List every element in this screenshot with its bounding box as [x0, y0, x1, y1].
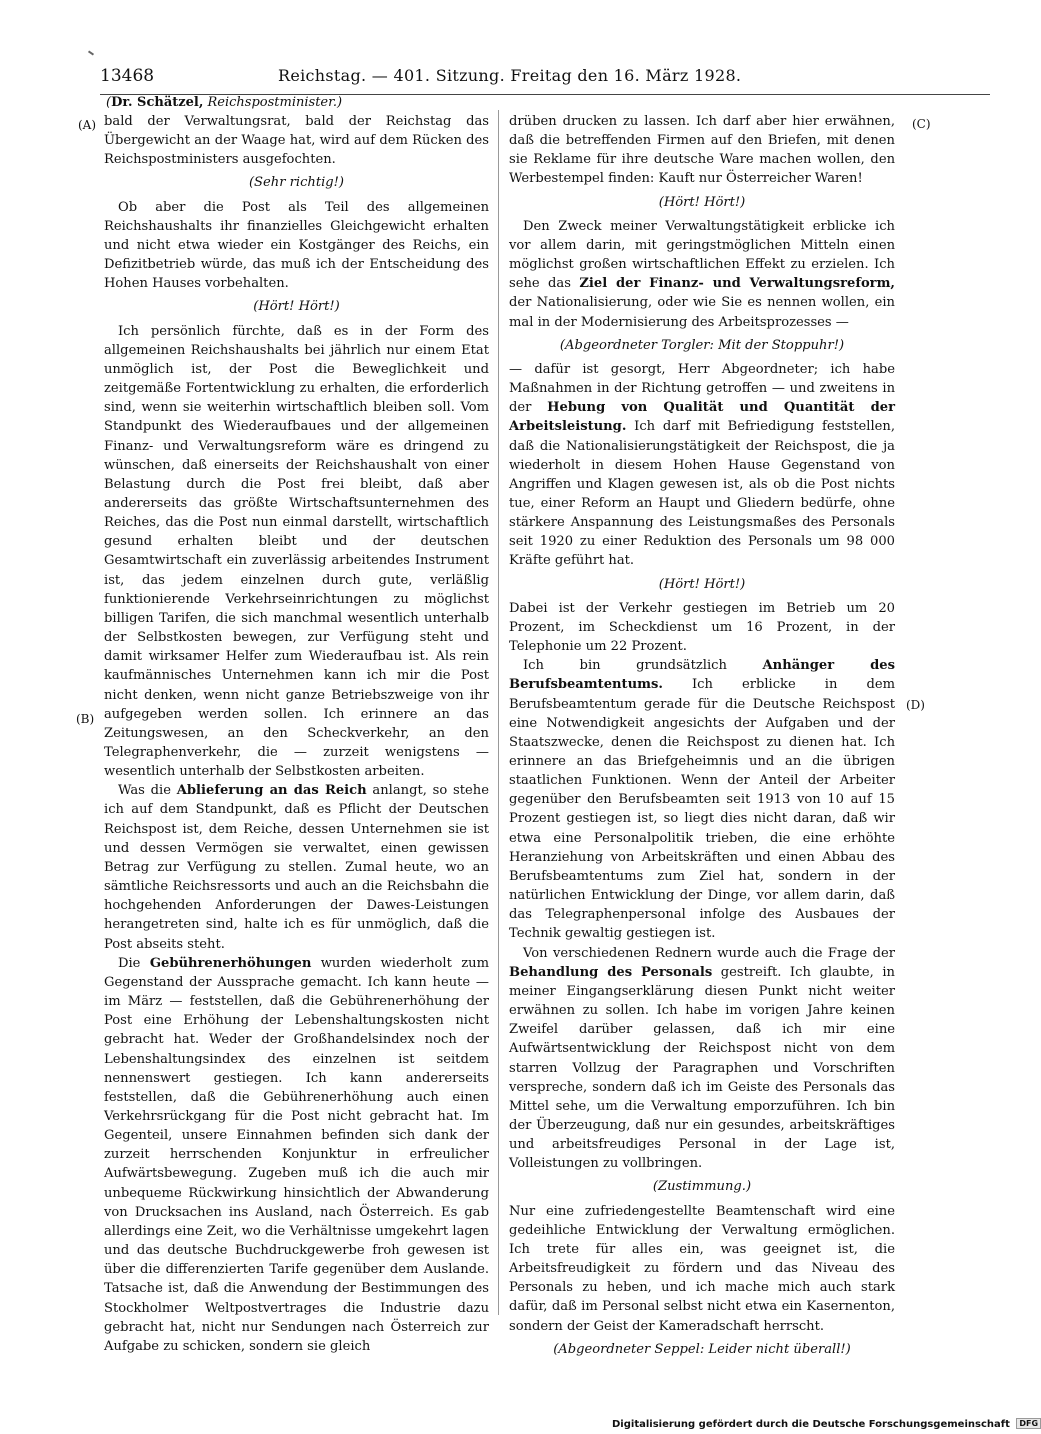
speaker-role: Reichspostminister.	[207, 95, 338, 110]
paragraph	[509, 217, 895, 332]
paragraph-lead: Ich bin grundsätzlich	[523, 658, 763, 674]
paragraph	[509, 656, 895, 943]
interjection: (Hört! Hört!)	[253, 299, 340, 315]
paragraph-lead: Den Zweck meiner Verwaltungstätigkeit erblicke ich vor allem darin, mit geringstmöglichen Mitteln einen möglichst großen wirtschaftlichen Effekt zu erzielen. Ich sehe das	[509, 218, 895, 292]
speaker-name: Dr. Schätzel,	[111, 95, 204, 110]
dfg-logo: DFG	[1016, 1418, 1041, 1429]
paragraph-text: Ich persönlich fürchte, daß es in der Form des allgemeinen Reichshaushalts bei jährlich nur einem Etat unmöglich ist, der Post die Beweglichkeit und zeitgemäße Fortentwicklung zu erhalten, die erforderlich sind, wenn sie weiterhin wirtschaftlich bleiben soll. Vom Standpunkt des Wiederaufbaues und der allgemeinen Finanz- und Verwaltungsreform wäre es dringend zu wünschen, daß einerseits der Reichshaushalt von einer Belastung durch die Post frei bleibt, daß aber andererseits das größte Wirtschaftsunternehmen des Reiches, das die Post nun einmal darstellt, wirtschaftlich gesund erhalten bleibt und der deutschen Gesamtwirtschaft ein zuverlässig arbeitendes Instrument ist, das jedem einzelnen durch gute, verläßlig funktionierende Verkehrseinrichtungen zu möglichst billigen Tarifen, die sich manchmal wesentlich unterhalb der Selbstkosten bewegen, zur Verfügung steht und damit wirksamer Helfer zum Wiederaufbau ist. Als rein kaufmännisches Unternehmen kann ich mir die Post nicht denken, wenn nicht ganze Betriebszweige von ihr aufgegeben werden sollen. Ich erinnere an das Zeitungswesen, an den Scheckverkehr, an den Telegraphenverkehr, die — zurzeit wenigstens — wesentlich unterhalb der Selbstkosten arbeiten.	[104, 323, 489, 780]
paragraph	[509, 112, 895, 189]
running-title: Reichstag. — 401. Sitzung. Freitag den 16. März 1928.	[278, 66, 742, 85]
emphasis: Ablieferung an das Reich	[176, 783, 367, 799]
paragraph	[104, 112, 489, 169]
scan-speck	[88, 50, 94, 55]
paragraph-lead: Die	[118, 955, 150, 971]
margin-mark-d: (D)	[906, 698, 925, 712]
paragraph-text: Ob aber die Post als Teil des allgemeinen Reichshaushalts ihr finanzielles Gleichgewicht erhalten und nicht etwa wieder ein Kostgänger des Reichs, ein Defizitbetrieb würde, das muß ich der Entscheidung des Hohen Hauses vorbehalten.	[104, 199, 489, 292]
paragraph-text: gestreift. Ich glaubte, in meiner Eingangserklärung diesen Punkt nicht weiter erwähnen zu sollen. Ich habe im vorigen Jahre keinen Zweifel darüber gelassen, daß ich mir eine Aufwärtsentwicklung der Reichspost nicht von dem starren Vollzug der Paragraphen und Vorschriften verspreche, sondern daß ich im Geiste des Personals das Mittel sehe, um die Verwaltung emporzuführen. Ich bin der Überzeugung, daß nur ein gesundes, arbeitskräftiges und arbeitsfreudiges Personal in der Lage ist, Volleistungen zu vollbringen.	[509, 964, 895, 1172]
paragraph-lead: — dafür ist gesorgt, Herr Abgeordneter; ich habe Maßnahmen in der Richtung getroffen — und zweitens in der	[509, 361, 895, 416]
speaker-line: (Dr. Schätzel, Reichspostminister.)	[106, 95, 343, 110]
paragraph	[509, 360, 895, 571]
emphasis: Gebührenerhöhungen	[149, 955, 312, 971]
left-column	[104, 112, 489, 1356]
paragraph-text: anlangt, so stehe ich auf dem Standpunkt, daß es Pflicht der Deutschen Reichspost ist, dem Reiche, dessen Unternehmen sie ist und dessen Vermögen sie verwaltet, einen gewissen Betrag zur Verfügung zu stellen. Zumal heute, wo an sämtliche Reichsressorts und auch an die Reichsbahn die hochgehenden Anforderungen der Dawes-Leistungen herangetreten sind, halte ich es für unmöglich, daß die Post abseits steht.	[104, 783, 489, 952]
footer-credit	[612, 1418, 1039, 1430]
margin-mark-b: (B)	[76, 712, 95, 726]
paragraph-text: der Nationalisierung, oder wie Sie es nennen wollen, ein mal in der Modernisierung des Arbeitsprozesses —	[509, 295, 895, 330]
right-column	[509, 112, 895, 1364]
emphasis: Ziel der Finanz- und Verwaltungsreform,	[579, 276, 895, 292]
paragraph-text: Nur eine zufriedengestellte Beamtenschaft wird eine gedeihliche Entwicklung der Verwaltung ermöglichen. Ich trete für alles ein, was geeignet ist, die Arbeitsfreudigkeit zu fördern und das Niveau des Personals zu heben, und ich mache mich auch stark dafür, daß im Personal selbst nicht etwa ein Kasernenton, sondern der Geist der Kameradschaft herrscht.	[509, 1203, 895, 1334]
paragraph-text: Ich darf mit Befriedigung feststellen, daß die Nationalisierungstätigkeit der Reichspost, die ja wiederholt in diesem Hohen Hause Gegenstand von Angriffen und Klagen gewesen ist, als ob die Post nichts tue, einer Reform an Haupt und Gliedern bedürfe, ohne stärkere Anspannung des Leistungsmaßes des Personals seit 1920 zu einer Reduktion des Personals um 98 000 Kräfte geführt hat.	[509, 419, 895, 569]
paragraph	[509, 1202, 895, 1336]
column-separator	[498, 110, 499, 1315]
footer-text: Digitalisierung gefördert durch die Deutsche Forschungsgemeinschaft	[612, 1419, 1010, 1430]
page-header	[100, 66, 900, 92]
interjection: (Sehr richtig!)	[248, 175, 345, 191]
paragraph-text: wurden wiederholt zum Gegenstand der Aussprache gemacht. Ich kann heute — im März — feststellen, daß die Gebührenerhöhung der Post eine Erhöhung der Lebenshaltungskosten nicht gebracht hat. Weder der Großhandelsindex noch der Lebenshaltungsindex des einzelnen ist seitdem nennenswert gestiegen. Ich kann andererseits feststellen, daß die Gebührenerhöhung auch einen Verkehrsrückgang für die Post nicht gebracht hat. Im Gegenteil, unsere Einnahmen befinden sich dank der zurzeit herrschenden Konjunktur in erfreulicher Aufwärtsbewegung. Zugeben muß ich die auch mir unbequeme Rückwirkung hinsichtlich der Abwanderung von Drucksachen ins Ausland, nach Österreich. Es gab allerdings eine Zeit, wo die Verhältnisse umgekehrt lagen und das deutsche Buchdruckgewerbe froh gewesen ist über die differenzierten Tarife gegenüber dem Auslande. Tatsache ist, daß die Anwendung der Bestimmungen des Stockholmer Weltpostvertrages die Industrie dazu gebracht hat, nicht nur Sendungen nach Österreich zur Aufgabe zu schicken, sondern sie gleich	[104, 955, 489, 1354]
emphasis: Behandlung des Personals	[509, 964, 713, 980]
paragraph	[509, 599, 895, 656]
interjection: (Zustimmung.)	[652, 1179, 752, 1195]
emphasis: Anhänger des Berufsbeamtentums.	[509, 658, 895, 693]
paragraph	[104, 198, 489, 294]
paragraph-text: bald der Verwaltungsrat, bald der Reichstag das Übergewicht an der Waage hat, wird auf dem Rücken des Reichspostministers ausgefochten.	[104, 114, 489, 168]
paragraph	[104, 954, 489, 1356]
interjection: (Hört! Hört!)	[658, 576, 746, 592]
paragraph	[104, 322, 489, 782]
paragraph-lead: Von verschiedenen Rednern wurde auch die Frage der	[523, 945, 895, 961]
interjection: (Abgeordneter Seppel: Leider nicht überall!)	[553, 1341, 851, 1357]
paragraph-text: drüben drucken zu lassen. Ich darf aber hier erwähnen, daß die betreffenden Firmen auf den Briefen, mit denen sie Reklame für ihre deutsche Ware machen wollen, den Werbestempel finden: Kauft nur Österreicher Waren!	[509, 114, 895, 187]
paragraph-text: Dabei ist der Verkehr gestiegen im Betrieb um 20 Prozent, im Scheckdienst um 16 Prozent, in der Telephonie um 22 Prozent.	[509, 600, 895, 655]
paragraph	[509, 944, 895, 1174]
page-number: 13468	[100, 66, 155, 86]
margin-mark-a: (A)	[78, 118, 97, 132]
interjection: (Hört! Hört!)	[658, 194, 746, 210]
paragraph	[104, 781, 489, 953]
margin-mark-c: (C)	[912, 117, 931, 131]
interjection: (Abgeordneter Torgler: Mit der Stoppuhr!)	[559, 337, 845, 353]
paragraph-lead: Was die	[118, 783, 177, 799]
emphasis: Hebung von Qualität und Quantität der Arbeitsleistung.	[509, 400, 895, 435]
paragraph-text: Ich erblicke in dem Berufsbeamtentum gerade für die Deutsche Reichspost eine Notwendigkeit angesichts der Aufgaben und der Staatszwecke, denen die Reichspost zu dienen hat. Ich erinnere an das Briefgeheimnis und an die übrigen staatlichen Funktionen. Wenn der Anteil der Arbeiter gegenüber den Berufsbeamten seit 1913 von 10 auf 15 Prozent gestiegen ist, so liegt dies nicht daran, daß wir etwa eine Personalpolitik trieben, die eine erhöhte Heranziehung von Arbeitskräften und einen Abbau des Berufsbeamtentums zum Ziel hat, sondern in der natürlichen Entwicklung der Dinge, vor allem darin, daß das Telegraphenpersonal infolge des Ausbaues der Technik gewaltig gestiegen ist.	[509, 677, 895, 942]
